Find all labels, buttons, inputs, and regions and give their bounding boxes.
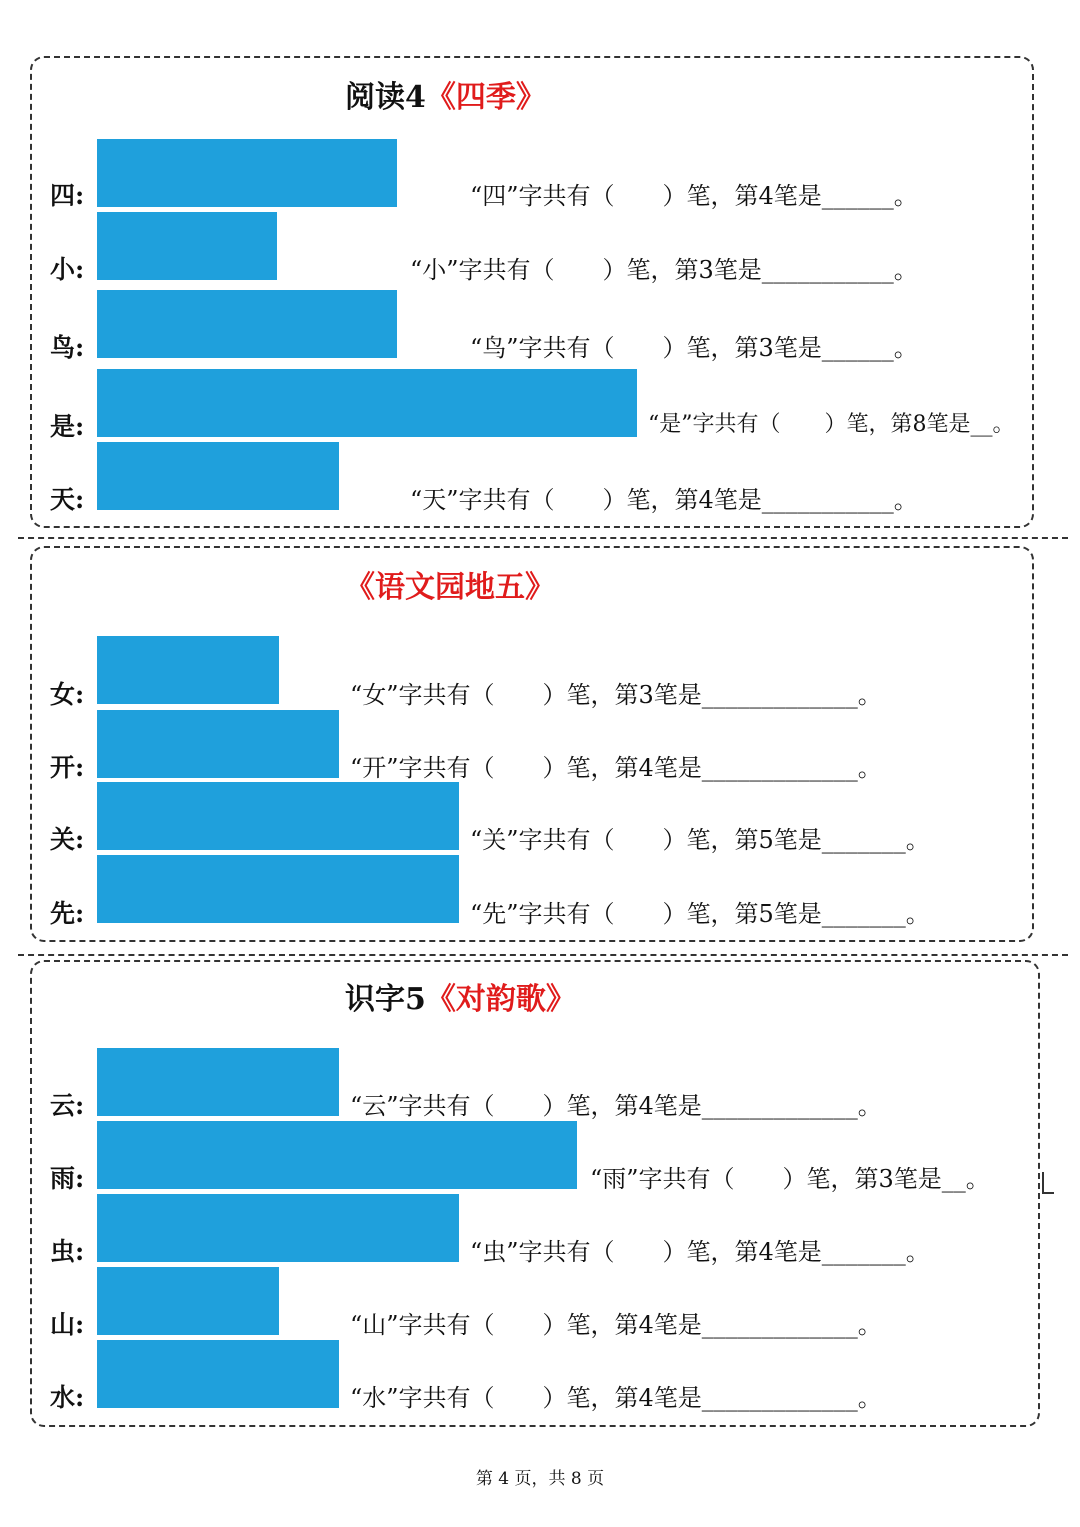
tianzige-grid[interactable] xyxy=(97,710,339,778)
stroke-question: “先”字共有（ ）笔，第5笔是_______。 xyxy=(470,900,930,928)
section-title: 《语文园地五》 xyxy=(345,570,555,605)
char-label: 天: xyxy=(50,485,85,514)
stroke-question: “四”字共有（ ）笔，第4笔是______。 xyxy=(470,182,918,210)
char-label: 鸟: xyxy=(50,333,85,362)
stroke-question: “云”字共有（ ）笔，第4笔是_____________。 xyxy=(350,1092,882,1120)
stroke-question: “水”字共有（ ）笔，第4笔是_____________。 xyxy=(350,1384,882,1412)
stroke-question: “天”字共有（ ）笔，第4笔是___________。 xyxy=(410,486,918,514)
stroke-question: “关”字共有（ ）笔，第5笔是_______。 xyxy=(470,826,930,854)
stroke-question: “山”字共有（ ）笔，第4笔是_____________。 xyxy=(350,1311,882,1339)
stroke-question: “女”字共有（ ）笔，第3笔是_____________。 xyxy=(350,681,882,709)
stroke-question: “小”字共有（ ）笔，第3笔是___________。 xyxy=(410,256,918,284)
tianzige-grid[interactable] xyxy=(97,442,339,510)
stray-mark xyxy=(1042,1172,1054,1194)
tianzige-grid[interactable] xyxy=(97,369,637,437)
tianzige-grid[interactable] xyxy=(97,290,397,358)
tianzige-grid[interactable] xyxy=(97,855,459,923)
section-title: 阅读4《四季》 xyxy=(345,80,546,115)
section-divider xyxy=(18,537,1068,539)
char-label: 开: xyxy=(50,753,85,782)
stroke-question: “鸟”字共有（ ）笔，第3笔是______。 xyxy=(470,334,918,362)
char-label: 虫: xyxy=(50,1237,85,1266)
tianzige-grid[interactable] xyxy=(97,782,459,850)
char-label: 女: xyxy=(50,680,85,709)
char-label: 雨: xyxy=(50,1164,85,1193)
stroke-question: “虫”字共有（ ）笔，第4笔是_______。 xyxy=(470,1238,930,1266)
char-label: 云: xyxy=(50,1091,85,1120)
tianzige-grid[interactable] xyxy=(97,1340,339,1408)
tianzige-grid[interactable] xyxy=(97,1048,339,1116)
tianzige-grid[interactable] xyxy=(97,1194,459,1262)
char-label: 水: xyxy=(50,1383,85,1412)
section-divider xyxy=(18,954,1068,956)
tianzige-grid[interactable] xyxy=(97,1267,279,1335)
tianzige-grid[interactable] xyxy=(97,1121,577,1189)
stroke-question: “雨”字共有（ ）笔，第3笔是__。 xyxy=(590,1165,990,1193)
tianzige-grid[interactable] xyxy=(97,636,279,704)
section-title: 识字5《对韵歌》 xyxy=(345,982,576,1017)
stroke-question: “是”字共有（ ）笔，第8笔是__。 xyxy=(648,412,1015,437)
char-label: 关: xyxy=(50,825,85,854)
stroke-question: “开”字共有（ ）笔，第4笔是_____________。 xyxy=(350,754,882,782)
char-label: 先: xyxy=(50,899,85,928)
char-label: 小: xyxy=(50,255,85,284)
tianzige-grid[interactable] xyxy=(97,212,277,280)
char-label: 山: xyxy=(50,1310,85,1339)
tianzige-grid[interactable] xyxy=(97,139,397,207)
page-footer: 第 4 页，共 8 页 xyxy=(475,1469,605,1489)
char-label: 四: xyxy=(50,181,85,210)
char-label: 是: xyxy=(50,412,85,441)
